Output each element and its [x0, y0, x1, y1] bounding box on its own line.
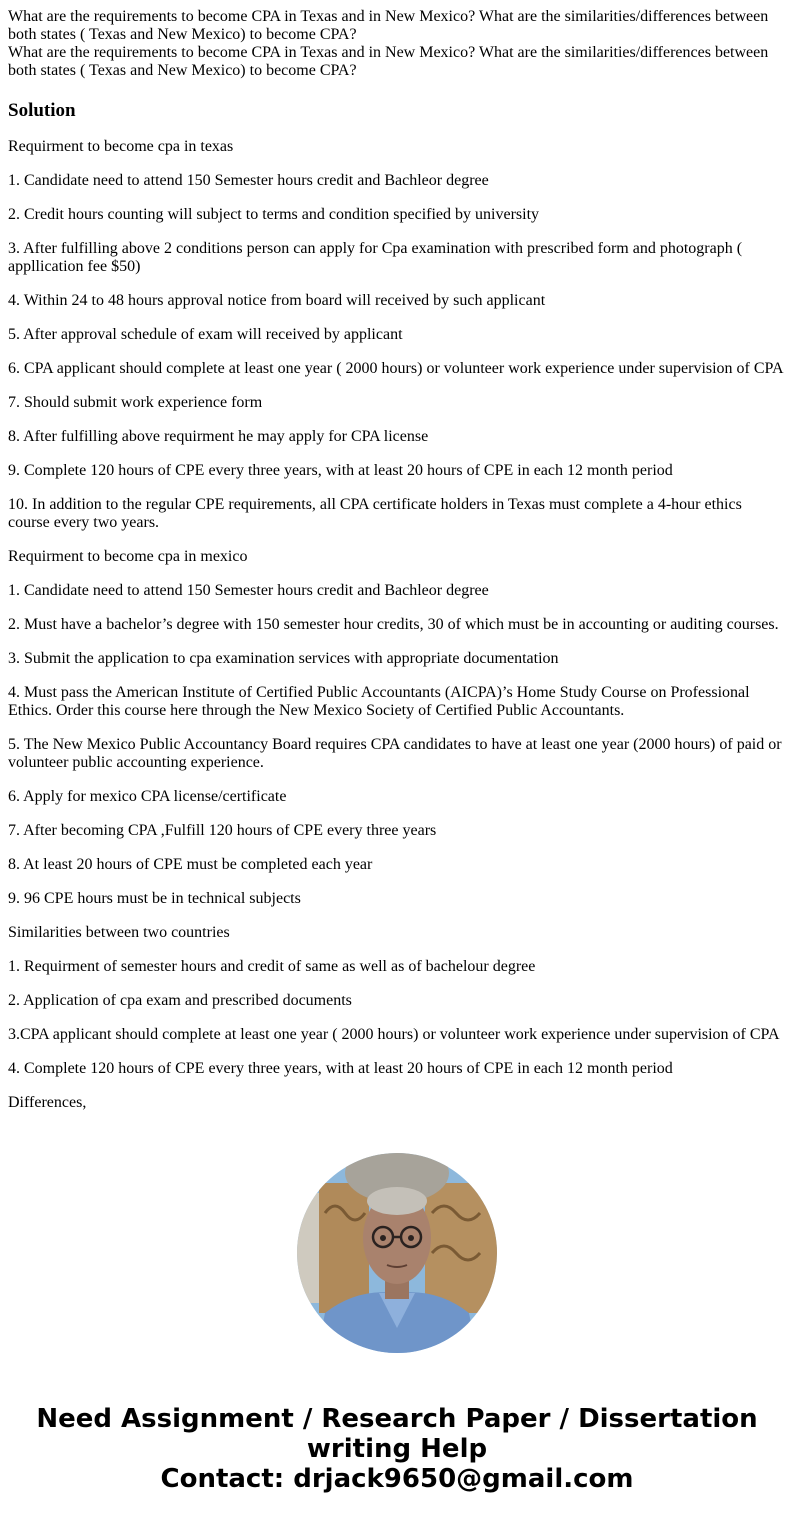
paragraph: 3. Submit the application to cpa examination services with appropriate documentation — [8, 650, 559, 667]
paragraph: 1. Candidate need to attend 150 Semester hours credit and Bachleor degree — [8, 582, 489, 599]
paragraph: 8. At least 20 hours of CPE must be completed each year — [8, 856, 373, 873]
question-line-repeat: What are the requirements to become CPA in Texas and in New Mexico? What are the similarities/differences between both states ( Texas and New Mexico) to become CPA? — [8, 44, 769, 79]
document-body — [8, 8, 786, 1112]
paragraph: 9. Complete 120 hours of CPE every three years, with at least 20 hours of CPE in each 12 month period — [8, 462, 673, 479]
paragraph: 5. After approval schedule of exam will received by applicant — [8, 326, 403, 343]
paragraph: 2. Application of cpa exam and prescribed documents — [8, 992, 352, 1009]
paragraph: 4. Within 24 to 48 hours approval notice from board will received by such applicant — [8, 292, 546, 309]
paragraph: 5. The New Mexico Public Accountancy Board requires CPA candidates to have at least one year (2000 hours) of paid or volunteer public accounting experience. — [8, 736, 782, 771]
question-text — [8, 8, 786, 80]
paragraph: Similarities between two countries — [8, 924, 230, 941]
paragraph: 7. Should submit work experience form — [8, 394, 263, 411]
paragraph: 8. After fulfilling above requirment he may apply for CPA license — [8, 428, 429, 445]
footer-headline: Need Assignment / Research Paper / Dissertation — [36, 1404, 758, 1434]
paragraph: Differences, — [8, 1094, 87, 1111]
paragraph: 10. In addition to the regular CPE requirements, all CPA certificate holders in Texas must complete a 4-hour ethics course every two years. — [8, 496, 742, 531]
contact-email: Contact: drjack9650@gmail.com — [160, 1464, 634, 1494]
author-avatar — [297, 1153, 497, 1353]
paragraph: Requirment to become cpa in mexico — [8, 548, 248, 565]
footer-subline: writing Help — [306, 1434, 488, 1464]
paragraph: 3. After fulfilling above 2 conditions person can apply for Cpa examination with prescribed form and photograph ( appllication fee $50) — [8, 240, 743, 275]
author-photo — [297, 1153, 497, 1353]
paragraph: 3.CPA applicant should complete at least one year ( 2000 hours) or volunteer work experience under supervision of CPA — [8, 1026, 780, 1043]
paragraph: 7. After becoming CPA ,Fulfill 120 hours of CPE every three years — [8, 822, 437, 839]
paragraph: 2. Must have a bachelor’s degree with 150 semester hour credits, 30 of which must be in accounting or auditing courses. — [8, 616, 779, 633]
paragraph: 9. 96 CPE hours must be in technical subjects — [8, 890, 301, 907]
paragraph: 4. Complete 120 hours of CPE every three years, with at least 20 hours of CPE in each 12 month period — [8, 1060, 673, 1077]
solution-paragraphs — [8, 138, 786, 1112]
paragraph: 1. Requirment of semester hours and credit of same as well as of bachelour degree — [8, 958, 536, 975]
paragraph: 6. Apply for mexico CPA license/certificate — [8, 788, 287, 805]
question-line: What are the requirements to become CPA in Texas and in New Mexico? What are the similarities/differences between both states ( Texas and New Mexico) to become CPA? — [8, 8, 769, 43]
solution-heading: Solution — [8, 100, 76, 121]
contact-footer — [0, 1404, 794, 1494]
paragraph: 2. Credit hours counting will subject to terms and condition specified by university — [8, 206, 540, 223]
paragraph: 1. Candidate need to attend 150 Semester hours credit and Bachleor degree — [8, 172, 489, 189]
paragraph: 4. Must pass the American Institute of Certified Public Accountants (AICPA)’s Home Study Course on Professional Ethics. Order this course here through the New Mexico Society of Certified Public Accountants. — [8, 684, 750, 719]
paragraph: Requirment to become cpa in texas — [8, 138, 234, 155]
paragraph: 6. CPA applicant should complete at least one year ( 2000 hours) or volunteer work experience under supervision of CPA — [8, 360, 784, 377]
